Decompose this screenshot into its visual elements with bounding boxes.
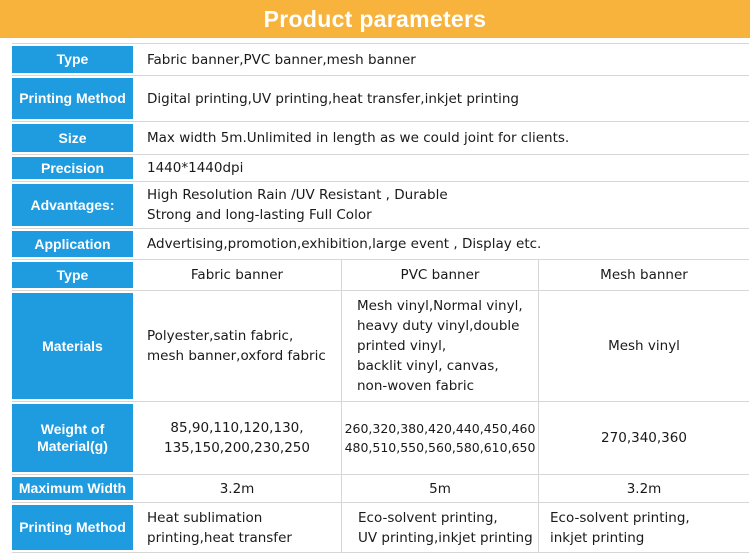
pvc-banner-cell: Eco-solvent printing, UV printing,inkjet printing: [341, 503, 538, 552]
mesh-banner-cell: Mesh banner: [538, 260, 749, 290]
row-label: Precision: [12, 157, 133, 179]
row-label: Printing Method: [12, 78, 133, 119]
row-label: Type: [12, 46, 133, 73]
row-value: Max width 5m.Unlimited in length as we could joint for clients.: [147, 130, 570, 146]
row-label: Materials: [12, 293, 133, 399]
row-label: Type: [12, 262, 133, 288]
table-row-size: [12, 121, 749, 154]
table-row-advantages: [12, 181, 749, 228]
table-row-weight: [12, 401, 749, 474]
mesh-banner-cell: 270,340,360: [538, 402, 749, 474]
table-row-type-compare: [12, 259, 749, 290]
mesh-banner-cell: 3.2m: [538, 475, 749, 502]
row-label: Advantages:: [12, 184, 133, 226]
row-value: Fabric banner,PVC banner,mesh banner: [147, 51, 416, 68]
table-row-printing-method-compare: [12, 502, 749, 553]
pvc-banner-cell: Mesh vinyl,Normal vinyl, heavy duty vinyl,double printed vinyl, backlit vinyl, canvas, non-woven fabric: [341, 291, 538, 401]
row-value: Advertising,promotion,exhibition,large event , Display etc.: [147, 236, 542, 252]
row-label: Size: [12, 124, 133, 152]
pvc-banner-cell: 260,320,380,420,440,450,460 480,510,550,560,580,610,650: [341, 402, 538, 474]
row-label: Maximum Width: [12, 477, 133, 500]
mesh-banner-cell: Mesh vinyl: [538, 291, 749, 401]
table-row-precision: [12, 154, 749, 181]
table-row-printing-method: [12, 75, 749, 121]
row-label: Application: [12, 231, 133, 257]
mesh-banner-cell: Eco-solvent printing, inkjet printing: [538, 503, 749, 552]
fabric-banner-cell: Fabric banner: [190, 267, 284, 283]
table-row-application: [12, 228, 749, 259]
fabric-banner-cell: 85,90,110,120,130, 135,150,200,230,250: [163, 420, 310, 456]
fabric-banner-cell: 3.2m: [219, 480, 255, 497]
row-label: Printing Method: [12, 505, 133, 550]
fabric-banner-cell: Polyester,satin fabric, mesh banner,oxford fabric: [147, 328, 326, 364]
row-value: High Resolution Rain /UV Resistant , Durable Strong and long-lasting Full Color: [147, 187, 448, 223]
table-row-maximum-width: [12, 474, 749, 502]
row-value: 1440*1440dpi: [147, 160, 244, 176]
fabric-banner-cell: Heat sublimation printing,heat transfer: [147, 509, 292, 546]
pvc-banner-cell: 5m: [341, 475, 538, 502]
title-banner: [0, 0, 750, 38]
table-row-type: [12, 43, 749, 75]
row-label: Weight of Material(g): [12, 404, 133, 472]
table-row-materials: [12, 290, 749, 401]
pvc-banner-cell: PVC banner: [341, 260, 538, 290]
row-value: Digital printing,UV printing,heat transfer,inkjet printing: [147, 90, 519, 107]
page-title: Product parameters: [263, 5, 487, 32]
